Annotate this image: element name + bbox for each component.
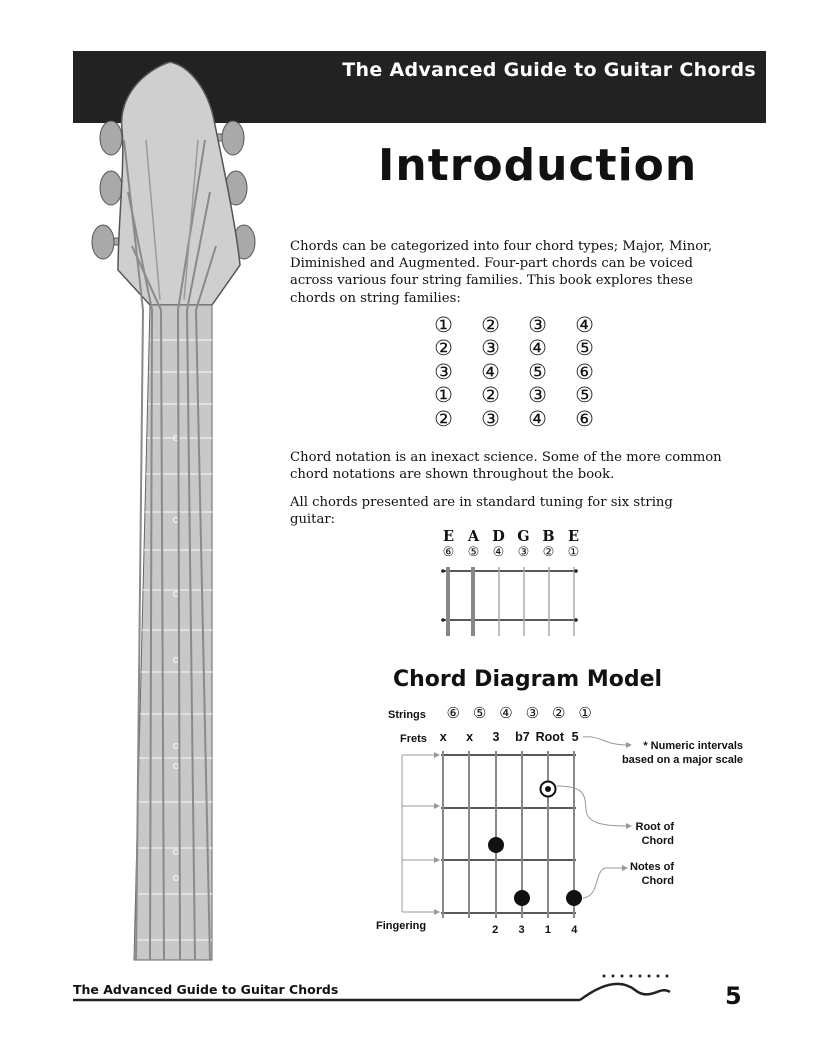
guitar-neck-illustration (0, 0, 260, 1000)
family-string-number: ⑤ (575, 383, 594, 408)
intervals-note-line: based on a major scale (621, 754, 743, 766)
chord-diagram-model-title: Chord Diagram Model (393, 667, 663, 692)
page-number: 5 (725, 982, 742, 1010)
chord-notes-note (600, 860, 674, 888)
family-string-number: ③ (528, 383, 547, 408)
tuning-note: G (517, 528, 530, 545)
family-string-number: ⑥ (575, 359, 594, 384)
model-fret-label: 3 (492, 730, 500, 744)
tuning-string-number: ④ (492, 545, 505, 560)
model-fret-label: x (466, 730, 474, 744)
model-string-numbers (440, 704, 598, 722)
model-fret-label: 5 (571, 730, 579, 744)
model-string-number: ② (552, 704, 566, 722)
model-string-number: ① (578, 704, 592, 722)
tuning-string-number: ⑥ (442, 545, 455, 560)
family-string-number: ④ (575, 312, 594, 337)
intervals-note-line: * Numeric intervals (643, 740, 743, 752)
model-fingering-number: 3 (518, 924, 525, 936)
model-fingering-number: 2 (492, 924, 499, 936)
model-fingering-numbers (482, 924, 588, 936)
family-string-number: ③ (434, 359, 453, 384)
model-string-number: ⑤ (472, 704, 487, 722)
root-note-line: Chord (641, 835, 674, 847)
family-string-number: ② (434, 406, 453, 431)
standard-tuning-labels (436, 528, 586, 560)
family-string-number: ② (481, 383, 500, 408)
root-dot (541, 782, 556, 797)
strings-label: Strings (388, 709, 426, 721)
footer-title: The Advanced Guide to Guitar Chords (73, 982, 339, 997)
chord-notes-note-line: Chord (641, 875, 674, 887)
intro-paragraph-1: Chords can be categorized into four chord types; Major, Minor, Diminished and Augmented. Four-part chords can be voiced across various four string families. This book explores these chords on string families: (290, 239, 713, 306)
chord-notes-note-line: Notes of (630, 861, 674, 873)
family-string-number: ③ (528, 312, 547, 337)
tuning-note: B (542, 528, 555, 545)
intro-paragraph-3: All chords presented are in standard tuning for six string guitar: (290, 495, 673, 528)
tuning-string-number: ③ (517, 545, 530, 560)
model-fret-label: x (439, 730, 447, 744)
model-string-number: ③ (525, 704, 540, 722)
header-title: The Advanced Guide to Guitar Chords (342, 59, 756, 81)
family-string-number: ⑥ (575, 406, 594, 431)
family-string-number: ⑤ (575, 336, 594, 361)
tuning-note: A (467, 528, 480, 545)
note-dot (566, 890, 582, 906)
intro-paragraph-2: Chord notation is an inexact science. Some of the more common chord notations are shown throughout the book. (290, 450, 722, 483)
tuning-note: D (492, 528, 505, 545)
fingering-label: Fingering (376, 920, 427, 932)
intervals-note (600, 739, 743, 767)
family-string-number: ② (434, 336, 453, 361)
frets-label: Frets (400, 733, 427, 745)
chord-dots (488, 782, 582, 907)
page-title: Introduction (378, 140, 698, 191)
tuning-string-number: ② (542, 545, 555, 560)
string-families-table (420, 313, 608, 431)
model-fret-label: b7 (515, 730, 530, 744)
family-string-number: ③ (481, 336, 500, 361)
family-string-number: ① (434, 383, 453, 408)
model-fret-label: Root (535, 730, 565, 744)
model-fingering-number: 1 (544, 924, 552, 936)
model-string-number: ④ (499, 704, 513, 722)
family-string-number: ④ (481, 359, 500, 384)
model-fingering-number: 4 (571, 924, 578, 936)
string-family-row (420, 384, 608, 408)
string-family-row (420, 407, 608, 431)
root-note (600, 820, 674, 848)
model-string-number: ⑥ (446, 704, 460, 722)
string-family-row (420, 337, 608, 361)
note-dot (514, 890, 530, 906)
family-string-number: ④ (528, 336, 547, 361)
tuning-note: E (567, 528, 580, 545)
model-fret-labels (430, 730, 588, 744)
string-family-row (420, 360, 608, 384)
family-string-number: ① (434, 312, 453, 337)
root-note-line: Root of (635, 821, 674, 833)
root-dot-center (545, 786, 551, 792)
tuning-string-number: ① (567, 545, 580, 560)
family-string-number: ⑤ (528, 359, 547, 384)
family-string-number: ④ (528, 406, 547, 431)
tuning-note: E (442, 528, 455, 545)
string-family-row (420, 313, 608, 337)
tuning-string-number: ⑤ (467, 545, 480, 560)
family-string-number: ③ (481, 406, 500, 431)
family-string-number: ② (481, 312, 500, 337)
note-dot (488, 837, 504, 853)
